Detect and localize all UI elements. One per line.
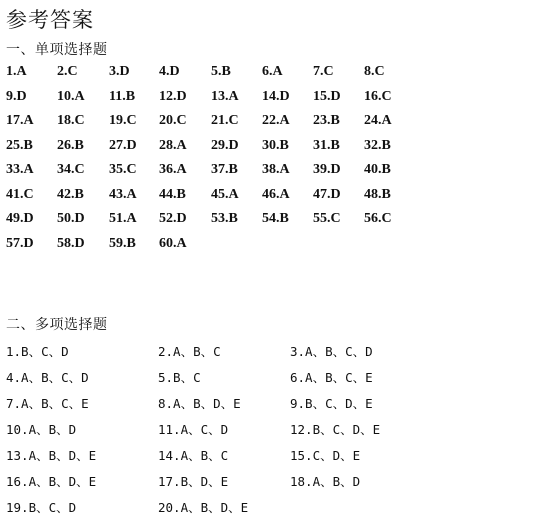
- answer: 16.C: [364, 88, 392, 104]
- answer: 48.B: [364, 186, 391, 202]
- answer: 53.B: [211, 211, 238, 226]
- answer: 17.A: [6, 113, 34, 128]
- answer: 14.D: [262, 88, 290, 104]
- answer: 56.C: [364, 211, 392, 226]
- answer: 41.C: [6, 186, 34, 202]
- answer: 54.B: [262, 211, 289, 226]
- answer: 39.D: [313, 162, 341, 177]
- answer: 23.B: [313, 113, 340, 128]
- answer: 29.D: [211, 137, 239, 153]
- answer: 21.C: [211, 113, 239, 128]
- answer: 38.A: [262, 162, 290, 177]
- answer: 36.A: [159, 162, 187, 177]
- answer: 40.B: [364, 162, 391, 177]
- single-choice-heading: 一、单项选择题: [6, 42, 108, 58]
- answer: 47.D: [313, 186, 341, 202]
- page-title: 参考答案: [6, 8, 94, 32]
- answer: 1.A: [6, 64, 27, 79]
- answer: 20.A、B、D、E: [158, 500, 249, 515]
- answer: 37.B: [211, 162, 238, 177]
- answer: 7.A、B、C、E: [6, 396, 89, 411]
- answer: 60.A: [159, 235, 187, 251]
- answer: 4.A、B、C、D: [6, 370, 89, 385]
- answer: 46.A: [262, 186, 290, 202]
- answer: 9.D: [6, 88, 27, 104]
- answer: 6.A: [262, 64, 283, 79]
- answer: 5.B: [211, 64, 231, 79]
- answer: 43.A: [109, 186, 137, 202]
- answer: 52.D: [159, 211, 187, 226]
- answer: 17.B、D、E: [158, 474, 229, 489]
- answer: 55.C: [313, 211, 341, 226]
- answer: 2.A、B、C: [158, 344, 221, 359]
- answer: 16.A、B、D、E: [6, 474, 97, 489]
- answer: 10.A: [57, 88, 85, 104]
- answer: 12.B、C、D、E: [290, 422, 381, 437]
- answer: 7.C: [313, 64, 334, 79]
- answer: 30.B: [262, 137, 289, 153]
- answer: 5.B、C: [158, 370, 201, 385]
- answer: 42.B: [57, 186, 84, 202]
- answer: 20.C: [159, 113, 187, 128]
- answer: 31.B: [313, 137, 340, 153]
- answer: 25.B: [6, 137, 33, 153]
- answer: 18.A、B、D: [290, 474, 361, 489]
- answer: 11.A、C、D: [158, 422, 229, 437]
- answer: 59.B: [109, 235, 136, 251]
- answer: 35.C: [109, 162, 137, 177]
- answer: 15.D: [313, 88, 341, 104]
- answer: 45.A: [211, 186, 239, 202]
- answer: 32.B: [364, 137, 391, 153]
- answer: 24.A: [364, 113, 392, 128]
- answer: 34.C: [57, 162, 85, 177]
- answer: 44.B: [159, 186, 186, 202]
- answer: 2.C: [57, 64, 78, 79]
- answer: 22.A: [262, 113, 290, 128]
- answer: 19.C: [109, 113, 137, 128]
- answer: 33.A: [6, 162, 34, 177]
- answer: 6.A、B、C、E: [290, 370, 373, 385]
- answer: 58.D: [57, 235, 85, 251]
- answer: 19.B、C、D: [6, 500, 77, 515]
- answer: 51.A: [109, 211, 137, 226]
- multiple-choice-heading: 二、多项选择题: [6, 317, 108, 333]
- answer: 9.B、C、D、E: [290, 396, 373, 411]
- answer: 15.C、D、E: [290, 448, 361, 463]
- answer: 27.D: [109, 137, 137, 153]
- answer: 26.B: [57, 137, 84, 153]
- answer: 4.D: [159, 64, 180, 79]
- answer: 10.A、B、D: [6, 422, 77, 437]
- answer: 13.A: [211, 88, 239, 104]
- answer: 13.A、B、D、E: [6, 448, 97, 463]
- answer: 49.D: [6, 211, 34, 226]
- answer: 8.C: [364, 64, 385, 79]
- answer: 28.A: [159, 137, 187, 153]
- answer: 50.D: [57, 211, 85, 226]
- answer: 3.D: [109, 64, 130, 79]
- answer: 57.D: [6, 235, 34, 251]
- answer: 8.A、B、D、E: [158, 396, 241, 411]
- answer: 1.B、C、D: [6, 344, 69, 359]
- answer: 3.A、B、C、D: [290, 344, 373, 359]
- answer: 12.D: [159, 88, 187, 104]
- answer: 11.B: [109, 88, 136, 104]
- answer: 14.A、B、C: [158, 448, 229, 463]
- answer: 18.C: [57, 113, 85, 128]
